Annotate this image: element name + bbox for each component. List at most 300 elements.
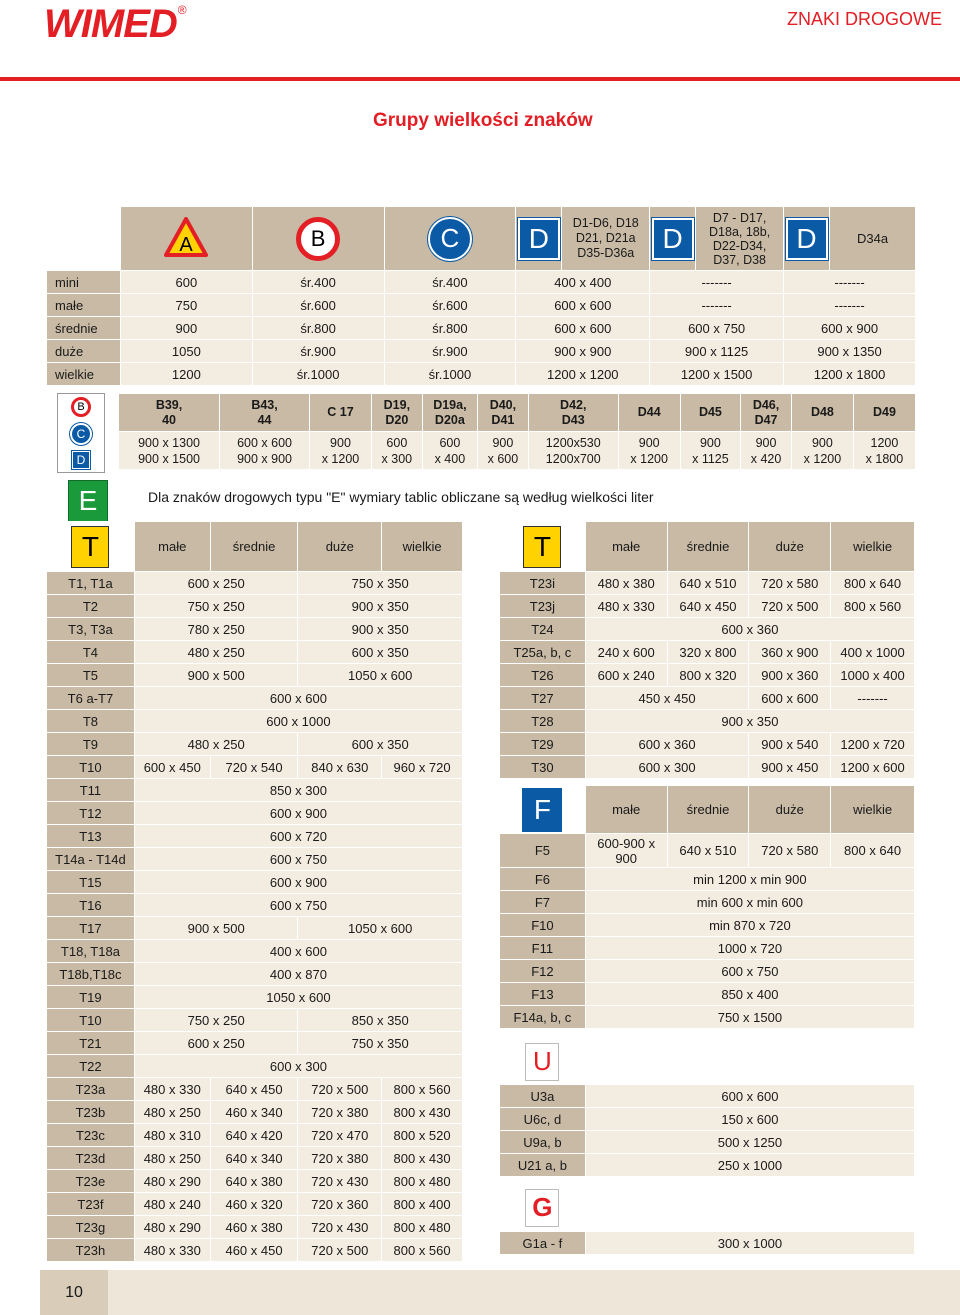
size-c: śr.800: [384, 317, 516, 340]
size-d1: 400 x 400: [516, 271, 650, 294]
d2-group-header: D7 - D17, D18a, 18b, D22-D34, D37, D38: [696, 207, 784, 271]
table-row: [47, 940, 463, 963]
row-value: 800 x 480: [382, 1216, 463, 1239]
size-b: śr.400: [252, 271, 384, 294]
row-value: 480 x 330: [585, 595, 667, 618]
row-label: F6: [500, 868, 586, 891]
table-row: [500, 937, 915, 960]
special-sign-size: 900 x 1200: [618, 432, 680, 470]
row-value: 250 x 1000: [585, 1154, 914, 1177]
special-sign-header: D19, D20: [371, 394, 422, 432]
special-sign-size: 900 x 600: [478, 432, 529, 470]
row-value: 600 x 360: [585, 733, 749, 756]
row-label: T15: [47, 871, 135, 894]
row-value: 480 x 290: [134, 1170, 210, 1193]
page-number: 10: [40, 1270, 108, 1315]
row-value: 850 x 300: [134, 779, 462, 802]
row-value: 720 x 500: [298, 1078, 382, 1101]
row-value: 720 x 470: [298, 1124, 382, 1147]
row-label: T27: [500, 687, 586, 710]
row-label: U3a: [500, 1085, 586, 1108]
size-row: [47, 317, 916, 340]
row-value: 600 x 600: [134, 687, 462, 710]
row-label: F5: [500, 834, 586, 868]
row-value: 600 x 900: [134, 871, 462, 894]
table-row: [500, 960, 915, 983]
row-label: U6c, d: [500, 1108, 586, 1131]
sign-d3-cell: [784, 207, 830, 271]
table-row: [500, 1085, 915, 1108]
sign-d1-cell: [516, 207, 562, 271]
row-label: T11: [47, 779, 135, 802]
row-value: 480 x 240: [134, 1193, 210, 1216]
size-d3: -------: [784, 294, 916, 317]
row-value: 780 x 250: [134, 618, 298, 641]
row-value: 850 x 350: [298, 1009, 463, 1032]
special-sign-size: 600 x 600 900 x 900: [220, 432, 310, 470]
table-row: [47, 572, 463, 595]
row-label: T1, T1a: [47, 572, 135, 595]
row-value: 720 x 360: [298, 1193, 382, 1216]
row-value: 460 x 450: [210, 1239, 298, 1262]
row-label: T6 a-T7: [47, 687, 135, 710]
section-title: ZNAKI DROGOWE: [786, 9, 942, 29]
row-label: T26: [500, 664, 586, 687]
row-value: 720 x 380: [298, 1147, 382, 1170]
size-d1: 600 x 600: [516, 317, 650, 340]
t-sign-icon: T: [523, 526, 561, 568]
row-label: T9: [47, 733, 135, 756]
row-value: 850 x 400: [585, 983, 914, 1006]
table-row: [47, 894, 463, 917]
table-row: [47, 687, 463, 710]
header-divider: [0, 77, 960, 81]
row-value: 460 x 380: [210, 1216, 298, 1239]
e-sign-icon: E: [68, 480, 108, 522]
table-row: [500, 710, 915, 733]
row-value: 600 x 300: [134, 1055, 462, 1078]
size-d2: -------: [650, 271, 784, 294]
row-value: 800 x 640: [831, 572, 915, 595]
row-value: 600 x 350: [298, 641, 463, 664]
table-row: [500, 664, 915, 687]
row-value: 600 x 750: [585, 960, 914, 983]
table-row: [47, 595, 463, 618]
special-sign-header: D40, D41: [478, 394, 529, 432]
row-value: 600 x 450: [134, 756, 210, 779]
page-title: Grupy wielkości znaków: [373, 110, 593, 131]
row-value: 320 x 800: [667, 641, 749, 664]
row-value: 800 x 430: [382, 1101, 463, 1124]
row-label: T23j: [500, 595, 586, 618]
warning-triangle-icon: [164, 217, 208, 257]
row-value: 460 x 320: [210, 1193, 298, 1216]
row-label: G1a - f: [500, 1232, 586, 1255]
table-row: [500, 687, 915, 710]
row-label: T13: [47, 825, 135, 848]
row-value: 900 x 500: [134, 664, 298, 687]
sign-c-cell: [384, 207, 516, 271]
row-label: U9a, b: [500, 1131, 586, 1154]
size-d2: 600 x 750: [650, 317, 784, 340]
sign-a-cell: [120, 207, 252, 271]
row-value: 300 x 1000: [585, 1232, 914, 1255]
t-sign-table-right: [499, 521, 915, 779]
row-value: 800 x 400: [382, 1193, 463, 1216]
size-d2: -------: [650, 294, 784, 317]
row-value: 600 x 600: [585, 1085, 914, 1108]
special-sign-size: 900 x 1300 900 x 1500: [119, 432, 220, 470]
table-row: [47, 1055, 463, 1078]
size-b: śr.600: [252, 294, 384, 317]
row-value: 720 x 580: [749, 572, 831, 595]
u-sign-icon: U: [525, 1043, 559, 1081]
row-label: T12: [47, 802, 135, 825]
row-value: 640 x 420: [210, 1124, 298, 1147]
row-label: T2: [47, 595, 135, 618]
sign-d2-cell: [650, 207, 696, 271]
d3-group-header: D34a: [830, 207, 916, 271]
special-sign-header: D49: [853, 394, 915, 432]
row-value: 640 x 510: [667, 572, 749, 595]
row-value: 480 x 330: [134, 1239, 210, 1262]
row-label: T23f: [47, 1193, 135, 1216]
table-row: [500, 834, 915, 868]
size-label: wielkie: [47, 363, 121, 386]
row-label: T23g: [47, 1216, 135, 1239]
size-header-3: wielkie: [831, 786, 915, 834]
t-sign-icon: T: [71, 526, 109, 568]
g-sign-icon: G: [525, 1189, 559, 1227]
information-sign-icon: D: [72, 451, 90, 469]
table-row: [500, 733, 915, 756]
special-sign-header: B43, 44: [220, 394, 310, 432]
row-value: 900 x 360: [749, 664, 831, 687]
information-sign-icon: D: [786, 218, 828, 260]
mandatory-sign-icon: C: [70, 423, 92, 445]
row-value: 900 x 350: [585, 710, 914, 733]
special-sign-header: D44: [618, 394, 680, 432]
special-sign-header: C 17: [310, 394, 372, 432]
row-label: T5: [47, 664, 135, 687]
size-a: 600: [120, 271, 252, 294]
row-label: T23a: [47, 1078, 135, 1101]
row-value: 640 x 450: [210, 1078, 298, 1101]
size-row: [47, 294, 916, 317]
special-sign-header: B39, 40: [119, 394, 220, 432]
row-value: 800 x 560: [382, 1078, 463, 1101]
row-value: 640 x 340: [210, 1147, 298, 1170]
row-label: T3, T3a: [47, 618, 135, 641]
row-label: T18b,T18c: [47, 963, 135, 986]
row-value: 640 x 450: [667, 595, 749, 618]
table-row: [47, 848, 463, 871]
size-d3: 900 x 1350: [784, 340, 916, 363]
empty-corner: [47, 207, 121, 271]
row-value: 750 x 350: [298, 572, 463, 595]
row-value: 840 x 630: [298, 756, 382, 779]
row-value: 900 x 500: [134, 917, 298, 940]
special-sign-header: D46, D47: [741, 394, 792, 432]
row-label: T14a - T14d: [47, 848, 135, 871]
row-value: 800 x 640: [831, 834, 915, 868]
row-value: 800 x 560: [382, 1239, 463, 1262]
row-value: 600 x 750: [134, 848, 462, 871]
row-label: T21: [47, 1032, 135, 1055]
size-label: duże: [47, 340, 121, 363]
size-a: 900: [120, 317, 252, 340]
size-header-1: średnie: [667, 522, 749, 572]
size-c: śr.1000: [384, 363, 516, 386]
table-row: [47, 1009, 463, 1032]
row-value: 640 x 510: [667, 834, 749, 868]
registered-mark: ®: [177, 3, 187, 17]
row-label: U21 a, b: [500, 1154, 586, 1177]
d1-group-header: D1-D6, D18 D21, D21a D35-D36a: [562, 207, 650, 271]
row-value: 640 x 380: [210, 1170, 298, 1193]
size-d3: 1200 x 1800: [784, 363, 916, 386]
table-row: [47, 1216, 463, 1239]
f-sign-cell: [500, 786, 586, 834]
special-sign-size: 900 x 1125: [680, 432, 740, 470]
e-sign-note: Dla znaków drogowych typu "E" wymiary tablic obliczane są według wielkości liter: [148, 489, 654, 505]
size-d1: 900 x 900: [516, 340, 650, 363]
row-value: 720 x 540: [210, 756, 298, 779]
table-row: [500, 641, 915, 664]
row-label: F13: [500, 983, 586, 1006]
row-value: -------: [831, 687, 915, 710]
row-value: 720 x 380: [298, 1101, 382, 1124]
row-value: min 1200 x min 900: [585, 868, 914, 891]
row-value: 800 x 560: [831, 595, 915, 618]
t-sign-cell: [500, 522, 586, 572]
row-value: 600 x 300: [585, 756, 749, 779]
size-label: małe: [47, 294, 121, 317]
row-value: 720 x 500: [749, 595, 831, 618]
row-value: 480 x 380: [585, 572, 667, 595]
table-row: [47, 618, 463, 641]
special-sign-size: 900 x 420: [741, 432, 792, 470]
row-label: T25a, b, c: [500, 641, 586, 664]
row-value: 960 x 720: [382, 756, 463, 779]
size-b: śr.1000: [252, 363, 384, 386]
row-label: T23i: [500, 572, 586, 595]
size-c: śr.400: [384, 271, 516, 294]
table-row: [47, 733, 463, 756]
row-label: T22: [47, 1055, 135, 1078]
row-value: 750 x 250: [134, 595, 298, 618]
row-value: min 870 x 720: [585, 914, 914, 937]
row-value: 720 x 580: [749, 834, 831, 868]
table-row: [47, 802, 463, 825]
row-value: 240 x 600: [585, 641, 667, 664]
table-row: [500, 572, 915, 595]
brand-name: WIMED: [44, 2, 177, 46]
row-label: T23c: [47, 1124, 135, 1147]
table-row: [47, 963, 463, 986]
special-sign-size-table: [118, 393, 916, 470]
size-d3: 600 x 900: [784, 317, 916, 340]
row-label: T30: [500, 756, 586, 779]
table-row: [47, 1032, 463, 1055]
prohibition-sign-icon: B: [296, 217, 340, 261]
special-sign-header: D42, D43: [528, 394, 618, 432]
f-sign-icon: F: [522, 788, 562, 832]
table-row: [500, 1232, 915, 1255]
table-row: [47, 779, 463, 802]
size-label: średnie: [47, 317, 121, 340]
row-value: 360 x 900: [749, 641, 831, 664]
table-row: [500, 756, 915, 779]
row-value: 1050 x 600: [134, 986, 462, 1009]
sign-a-letter: A: [179, 234, 193, 256]
table-row: [500, 1006, 915, 1029]
sign-size-table: [46, 206, 916, 386]
table-row: [47, 825, 463, 848]
size-c: śr.600: [384, 294, 516, 317]
row-value: 1050 x 600: [298, 917, 463, 940]
table-row: [47, 664, 463, 687]
row-value: 480 x 250: [134, 733, 298, 756]
size-d2: 1200 x 1500: [650, 363, 784, 386]
row-value: 720 x 500: [298, 1239, 382, 1262]
special-sign-header: D19a, D20a: [422, 394, 477, 432]
row-value: 600 x 360: [585, 618, 914, 641]
row-value: 900 x 350: [298, 618, 463, 641]
table-row: [47, 1239, 463, 1262]
row-value: 600 x 250: [134, 1032, 298, 1055]
t-sign-table-left: [46, 521, 463, 1262]
row-value: 480 x 250: [134, 641, 298, 664]
table-row: [500, 1131, 915, 1154]
size-header-0: małe: [585, 786, 667, 834]
special-sign-size: 1200x530 1200x700: [528, 432, 618, 470]
row-value: 900 x 450: [749, 756, 831, 779]
row-value: 600 x 250: [134, 572, 298, 595]
row-label: T4: [47, 641, 135, 664]
size-b: śr.900: [252, 340, 384, 363]
size-d1: 600 x 600: [516, 294, 650, 317]
row-label: F14a, b, c: [500, 1006, 586, 1029]
size-d1: 1200 x 1200: [516, 363, 650, 386]
table-row: [500, 868, 915, 891]
row-label: T8: [47, 710, 135, 733]
special-sign-header: D45: [680, 394, 740, 432]
size-header-2: duże: [749, 522, 831, 572]
table-row: [500, 1154, 915, 1177]
row-label: T23b: [47, 1101, 135, 1124]
row-label: T24: [500, 618, 586, 641]
row-label: T29: [500, 733, 586, 756]
size-row: [47, 271, 916, 294]
size-header-2: duże: [298, 522, 382, 572]
row-value: 750 x 250: [134, 1009, 298, 1032]
sign-b-cell: [252, 207, 384, 271]
size-row: [47, 340, 916, 363]
g-sign-cell: [500, 1184, 586, 1232]
row-label: T28: [500, 710, 586, 733]
row-value: 450 x 450: [585, 687, 749, 710]
u-sign-table: [499, 1038, 915, 1177]
row-value: 800 x 320: [667, 664, 749, 687]
row-value: 600 x 350: [298, 733, 463, 756]
row-label: T23e: [47, 1170, 135, 1193]
row-value: 500 x 1250: [585, 1131, 914, 1154]
row-value: 600 x 720: [134, 825, 462, 848]
row-value: 600-900 x 900: [585, 834, 667, 868]
row-value: 150 x 600: [585, 1108, 914, 1131]
row-value: min 600 x min 600: [585, 891, 914, 914]
special-sign-size: 600 x 400: [422, 432, 477, 470]
table-row: [500, 983, 915, 1006]
row-value: 900 x 540: [749, 733, 831, 756]
special-sign-size: 900 x 1200: [310, 432, 372, 470]
row-value: 480 x 250: [134, 1147, 210, 1170]
size-a: 750: [120, 294, 252, 317]
prohibition-sign-icon: B: [71, 397, 91, 417]
sign-group-icons: [57, 393, 105, 473]
row-value: 750 x 350: [298, 1032, 463, 1055]
row-label: T18, T18a: [47, 940, 135, 963]
size-header-3: wielkie: [831, 522, 915, 572]
table-row: [47, 986, 463, 1009]
special-sign-size: 600 x 300: [371, 432, 422, 470]
row-value: 600 x 600: [749, 687, 831, 710]
row-label: T10: [47, 756, 135, 779]
t-sign-cell: [47, 522, 135, 572]
row-value: 600 x 750: [134, 894, 462, 917]
row-label: T23h: [47, 1239, 135, 1262]
table-row: [47, 1124, 463, 1147]
special-sign-size: 1200 x 1800: [853, 432, 915, 470]
row-value: 460 x 340: [210, 1101, 298, 1124]
row-label: T17: [47, 917, 135, 940]
row-value: 400 x 1000: [831, 641, 915, 664]
table-row: [500, 595, 915, 618]
table-row: [47, 1147, 463, 1170]
row-value: 400 x 870: [134, 963, 462, 986]
size-header-0: małe: [134, 522, 210, 572]
row-value: 800 x 480: [382, 1170, 463, 1193]
row-value: 750 x 1500: [585, 1006, 914, 1029]
size-c: śr.900: [384, 340, 516, 363]
row-value: 1200 x 600: [831, 756, 915, 779]
table-row: [500, 891, 915, 914]
table-row: [47, 1101, 463, 1124]
row-value: 720 x 430: [298, 1216, 382, 1239]
row-value: 1000 x 400: [831, 664, 915, 687]
row-value: 480 x 290: [134, 1216, 210, 1239]
row-value: 1050 x 600: [298, 664, 463, 687]
table-row: [500, 914, 915, 937]
row-label: T10: [47, 1009, 135, 1032]
f-sign-table: [499, 785, 915, 1029]
mandatory-sign-icon: C: [428, 217, 472, 261]
row-value: 480 x 310: [134, 1124, 210, 1147]
table-row: [47, 1170, 463, 1193]
u-sign-cell: [500, 1039, 586, 1085]
size-d2: 900 x 1125: [650, 340, 784, 363]
table-row: [47, 871, 463, 894]
row-value: 600 x 1000: [134, 710, 462, 733]
row-label: F10: [500, 914, 586, 937]
size-a: 1050: [120, 340, 252, 363]
row-label: F7: [500, 891, 586, 914]
table-row: [47, 1078, 463, 1101]
size-header-1: średnie: [210, 522, 298, 572]
row-value: 900 x 350: [298, 595, 463, 618]
footer-bar: [108, 1270, 960, 1315]
